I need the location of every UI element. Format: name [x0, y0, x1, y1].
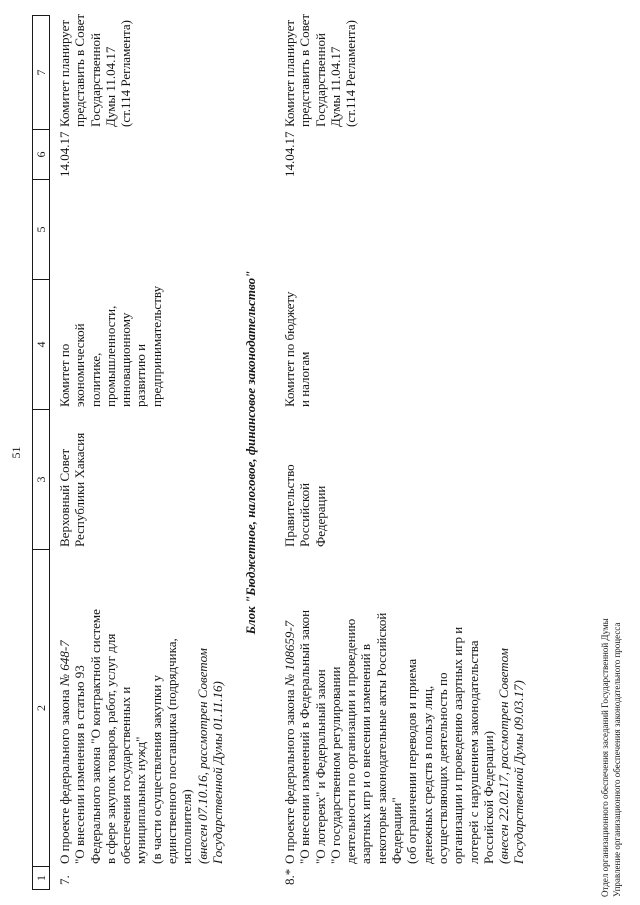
- bill-text-line: исполнителя): [179, 789, 195, 864]
- footer: [599, 618, 623, 897]
- date-line: 14.04.17: [57, 131, 72, 177]
- bill-title-prefix: О проекте федерального закона: [57, 686, 72, 864]
- initiator-line: Российской: [297, 482, 313, 547]
- bill-title-line: [282, 550, 297, 864]
- bill-text-line: лотерей с нарушением законодательства: [465, 640, 481, 864]
- bill-text: [72, 550, 194, 864]
- bill-text-line: "О государственном регулировании: [327, 666, 343, 864]
- committee-line: экономической: [72, 323, 88, 407]
- committee-line: Комитет по: [57, 343, 72, 407]
- page-number: 51: [9, 446, 23, 459]
- initiator-line: Республики Хакасия: [72, 432, 88, 547]
- bill-text-line: азартных игр и о внесении изменений в: [358, 643, 374, 864]
- note-cell: [57, 15, 133, 130]
- bill-text-line: (в части осуществления закупки у: [148, 674, 164, 864]
- bill-number: № 648-7: [57, 640, 72, 687]
- bill-introduced-line: (внесен 07.10.16, рассмотрен Советом: [194, 648, 210, 864]
- note-line: Комитет планирует: [57, 19, 72, 127]
- note-line: представить в Совет: [297, 13, 313, 127]
- committee-line: предпринимательству: [148, 285, 164, 407]
- committee-cell: [282, 280, 313, 410]
- bill-text-line: Федерального закона "О контрактной системе: [87, 609, 103, 864]
- initiator-line: Федерации: [312, 485, 328, 547]
- bill-text-line: "О внесении изменений в Федеральный закон: [297, 609, 313, 864]
- bill-number: № 108659-7: [282, 620, 297, 687]
- initiator-cell: [57, 410, 88, 550]
- bill-introduced-line: (внесен 22.02.17, рассмотрен Советом: [496, 648, 512, 864]
- committee-line: Комитет по бюджету: [282, 291, 297, 407]
- bill-introduced: [496, 550, 527, 864]
- note-line: Комитет планирует: [282, 19, 297, 127]
- initiator-line: Верховный Совет: [57, 448, 72, 547]
- committee-line: промышленности,: [102, 305, 118, 407]
- header-col-6: 6: [33, 130, 49, 180]
- bill-text-line: Федерации": [389, 797, 405, 864]
- note-line: представить в Совет: [72, 13, 88, 127]
- table-header: [32, 15, 50, 890]
- initiator-cell: [282, 410, 328, 550]
- bill-text-line: единственного поставщика (подрядчика,: [164, 638, 180, 864]
- bill-introduced: [195, 550, 226, 864]
- footer-line-directorate: Управление организационного обеспечения законодательного процесса: [612, 622, 622, 897]
- note-cell: [282, 15, 358, 130]
- date-line: 14.04.17: [282, 131, 297, 177]
- date-cell: [57, 130, 72, 180]
- header-col-1: 1: [33, 867, 49, 890]
- note-line: Государственной: [87, 32, 103, 127]
- bill-introduced-line: Государственной Думы 09.03.17): [511, 680, 527, 864]
- block-heading: Блок "Бюджетное, налоговое, финансовое законодательство": [243, 270, 258, 635]
- row-number-cell: [57, 867, 72, 890]
- bill-text-line: в сфере закупок товаров, работ, услуг для: [102, 633, 118, 864]
- header-col-7: 7: [33, 15, 49, 130]
- committee-line: развитию и: [133, 343, 149, 407]
- row-number: 8.*: [282, 868, 297, 885]
- bill-text-line: Российской Федерации): [480, 730, 496, 864]
- committee-line: политике,: [87, 352, 103, 407]
- bill-title-prefix: О проекте федерального закона: [282, 686, 297, 864]
- note-line: Думы 11.04.17: [327, 46, 343, 127]
- note-line: Думы 11.04.17: [102, 46, 118, 127]
- bill-text-line: (об ограничении переводов и приема: [404, 658, 420, 864]
- committee-line: и налогам: [297, 351, 313, 407]
- initiator-line: Правительство: [282, 464, 297, 547]
- bill-text-line: осуществляющих деятельность по: [434, 672, 450, 864]
- bill-text-line: деятельности по организации и проведению: [343, 618, 359, 864]
- bill-cell: [282, 550, 527, 867]
- bill-cell: [57, 550, 225, 867]
- note-line: Государственной: [312, 32, 328, 127]
- row-number: 7.: [57, 875, 72, 885]
- header-col-5: 5: [33, 180, 49, 280]
- bill-text-line: "О лотереях" и Федеральный закон: [312, 669, 328, 864]
- bill-text-line: "О внесении изменения в статью 93: [72, 665, 88, 864]
- date-cell: [282, 130, 297, 180]
- bill-text-line: обеспечения государственных и: [118, 686, 134, 864]
- committee-line: инновационному: [118, 312, 134, 407]
- bill-text-line: организации и проведению азартных игр и: [450, 626, 466, 864]
- bill-introduced-line: Государственной Думы 01.11.16): [209, 681, 225, 864]
- row-number-cell: [282, 867, 297, 890]
- note-line: (ст.114 Регламента): [343, 20, 359, 127]
- footer-line-department: Отдел организационного обеспечения заседаний Государственной Думы: [600, 618, 610, 897]
- bill-text-line: денежных средств в пользу лиц,: [419, 685, 435, 864]
- bill-title-line: [57, 550, 72, 864]
- header-col-3: 3: [33, 410, 49, 550]
- header-col-4: 4: [33, 280, 49, 410]
- note-line: (ст.114 Регламента): [118, 20, 134, 127]
- header-col-2: 2: [33, 550, 49, 867]
- bill-text-line: некоторые законодательные акты Российской: [373, 612, 389, 864]
- bill-text-line: муниципальных нужд": [133, 736, 149, 864]
- committee-cell: [57, 280, 164, 410]
- bill-text: [297, 550, 496, 864]
